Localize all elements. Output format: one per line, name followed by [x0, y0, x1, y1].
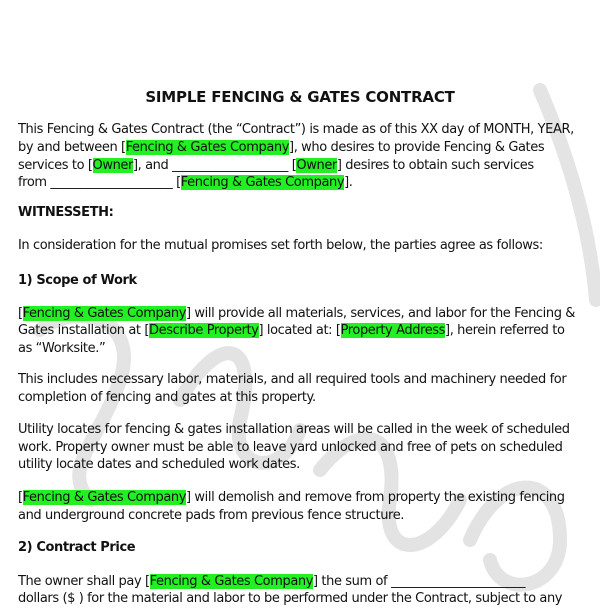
text-segment: 1) Scope of Work	[18, 273, 137, 288]
text-line	[18, 371, 566, 389]
text-line	[18, 421, 570, 439]
text-line	[18, 489, 565, 507]
text-segment: ] will demolish and remove from property the existing fencing	[186, 490, 565, 505]
document-title	[0, 88, 600, 106]
placeholder-field: Fencing & Gates Company	[149, 574, 314, 589]
text-line	[18, 237, 543, 255]
text-segment: ] located at: [	[258, 323, 341, 338]
text-segment: ] desires to obtain such services	[336, 158, 534, 173]
text-segment: This Fencing & Gates Contract (the “Contract”) is made as of this XX day of MONTH, YEAR,	[18, 122, 574, 137]
text-segment: dollars ($ ) for the material and labor to be performed under the Contract, subject to any	[18, 591, 563, 606]
text-segment: completion of fencing and gates at this property.	[18, 390, 316, 405]
placeholder-field: Describe Property	[149, 323, 259, 338]
text-segment: ], herein referred to	[445, 323, 565, 338]
text-segment: utility locate dates and scheduled work dates.	[18, 457, 300, 472]
text-line	[18, 439, 563, 457]
text-line	[18, 139, 544, 157]
text-segment: from ____________________ [	[18, 175, 181, 190]
text-segment: ], and ___________________ [	[132, 158, 297, 173]
section-heading	[18, 272, 137, 290]
placeholder-field: Owner	[296, 158, 337, 173]
text-line	[18, 340, 105, 358]
text-segment: ] will provide all materials, services, and labor for the Fencing &	[186, 306, 576, 321]
text-segment: [	[18, 306, 23, 321]
text-segment: 2) Contract Price	[18, 540, 136, 555]
text-line	[18, 157, 534, 175]
placeholder-field: Fencing & Gates Company	[180, 175, 345, 190]
section-heading	[18, 204, 113, 222]
text-segment: In consideration for the mutual promises set forth below, the parties agree as follows:	[18, 238, 543, 253]
placeholder-field: Fencing & Gates Company	[22, 490, 187, 505]
text-segment: services to [	[18, 158, 93, 173]
text-line	[18, 322, 565, 340]
text-segment: Utility locates for fencing & gates installation areas will be called in the week of scheduled	[18, 422, 570, 437]
text-segment: by and between [	[18, 140, 126, 155]
text-line	[18, 590, 562, 608]
text-segment: This includes necessary labor, materials, and all required tools and machinery needed for	[18, 372, 567, 387]
text-segment: The owner shall pay [	[18, 574, 150, 589]
placeholder-field: Owner	[92, 158, 133, 173]
text-segment: Gates installation at [	[18, 323, 150, 338]
text-segment: WITNESSETH:	[18, 205, 114, 220]
text-segment: and underground concrete pads from previous fence structure.	[18, 508, 405, 523]
text-line	[18, 305, 575, 323]
text-line	[18, 121, 574, 139]
text-segment: [	[18, 490, 23, 505]
text-line	[18, 507, 404, 525]
placeholder-field: Property Address	[340, 323, 446, 338]
text-line	[18, 389, 316, 407]
text-line	[18, 174, 353, 192]
section-heading	[18, 539, 135, 557]
text-line	[18, 573, 525, 591]
placeholder-field: Fencing & Gates Company	[125, 140, 290, 155]
text-segment: ] the sum of ______________________	[313, 574, 526, 589]
text-line	[18, 456, 300, 474]
text-segment: SIMPLE FENCING & GATES CONTRACT	[145, 88, 455, 106]
text-segment: ], who desires to provide Fencing & Gates	[289, 140, 545, 155]
text-segment: work. Property owner must be able to leave yard unlocked and free of pets on scheduled	[18, 440, 563, 455]
text-segment: as “Worksite.”	[18, 341, 106, 356]
text-segment: ].	[344, 175, 353, 190]
placeholder-field: Fencing & Gates Company	[22, 306, 187, 321]
